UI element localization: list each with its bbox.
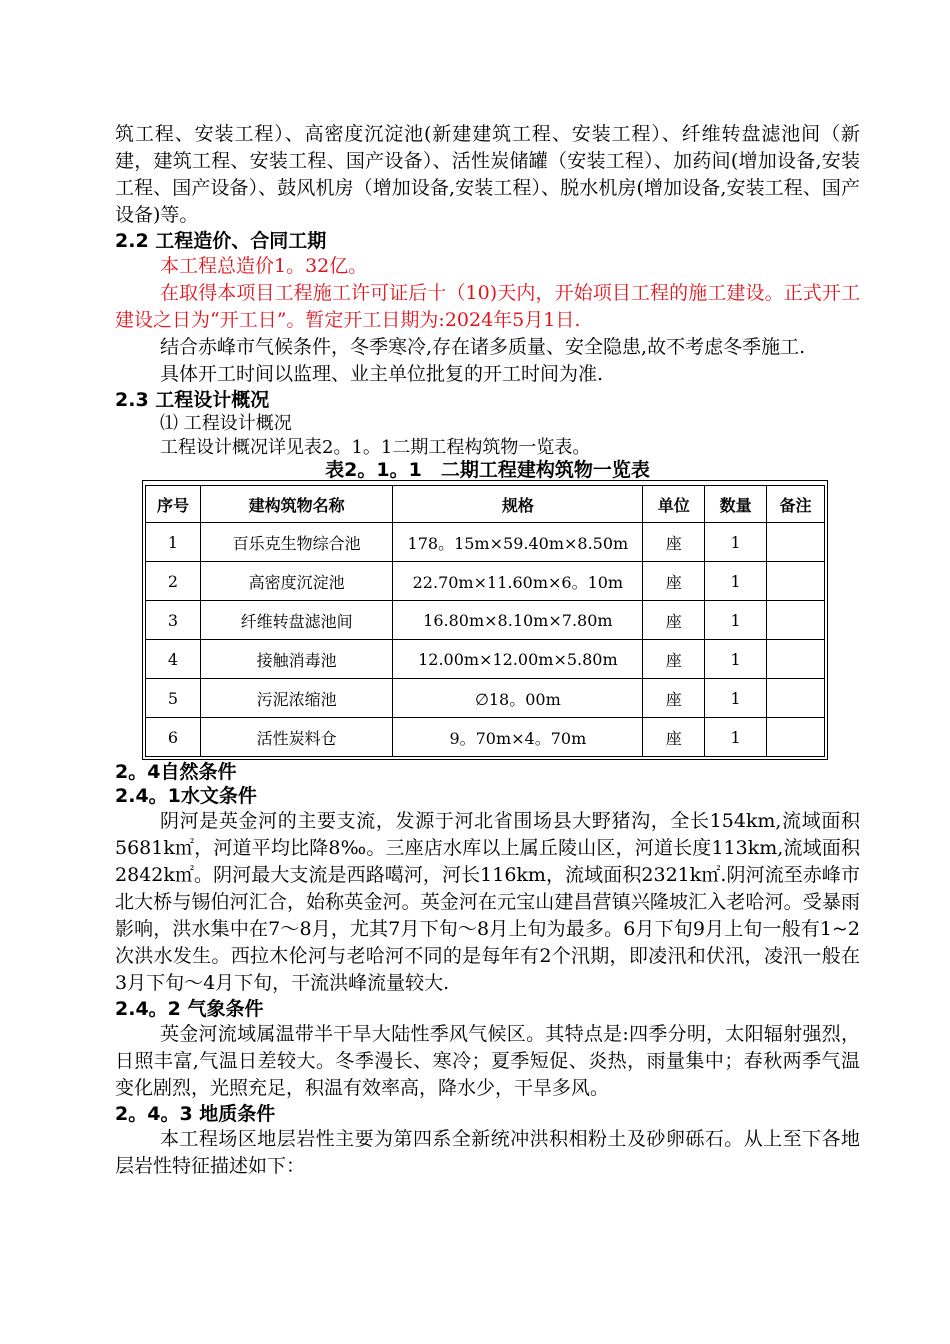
cell-qty: 1 <box>705 562 767 601</box>
table-caption: 表2。1。1 二期工程建构筑物一览表 <box>325 459 650 481</box>
cell-name: 百乐克生物综合池 <box>200 523 393 562</box>
table-row <box>146 679 825 718</box>
cell-no: 6 <box>146 718 201 757</box>
heading-2-4-2: 2.4。2 气象条件 <box>115 998 264 1020</box>
cell-qty: 1 <box>705 679 767 718</box>
total-cost: 本工程总造价1。32亿。 <box>160 255 368 277</box>
cell-no: 5 <box>146 679 201 718</box>
cell-unit: 座 <box>643 640 705 679</box>
cell-remark <box>767 679 825 718</box>
heading-2-4: 2。4自然条件 <box>115 761 237 783</box>
cell-qty: 1 <box>705 523 767 562</box>
table-row <box>146 523 825 562</box>
cell-spec: 9。70m×4。70m <box>393 718 643 757</box>
table-frame <box>142 480 828 760</box>
heading-2-3: 2.3 工程设计概况 <box>115 389 270 411</box>
cell-remark <box>767 523 825 562</box>
table-header-row <box>146 486 825 523</box>
cell-spec: ∅18。00m <box>393 679 643 718</box>
col-header-remark: 备注 <box>767 486 825 523</box>
winter-paragraph: 结合赤峰市气候条件，冬季寒冷,存在诸多质量、安全隐患,故不考虑冬季施工. <box>160 336 806 358</box>
col-header-qty: 数量 <box>705 486 767 523</box>
cell-spec: 16.80m×8.10m×7.80m <box>393 601 643 640</box>
table-row <box>146 718 825 757</box>
cell-name: 活性炭料仓 <box>200 718 393 757</box>
climate-paragraph: 英金河流域属温带半干旱大陆性季风气候区。其特点是:四季分明，太阳辐射强烈，日照丰富,气温日差较大。冬季漫长、寒冷；夏季短促、炎热，雨量集中；春秋两季气温变化剧烈，光照充足，积温有效率高，降水少，干旱多风。 <box>115 1023 860 1099</box>
actual-start-paragraph: 具体开工时间以监理、业主单位批复的开工时间为准. <box>160 363 604 385</box>
table-row <box>146 601 825 640</box>
cell-no: 2 <box>146 562 201 601</box>
cell-remark <box>767 718 825 757</box>
cell-no: 3 <box>146 601 201 640</box>
cell-unit: 座 <box>643 718 705 757</box>
geology-paragraph: 本工程场区地层岩性主要为第四系全新统冲洪积相粉土及砂卵砾石。从上至下各地层岩性特征描述如下： <box>115 1128 860 1177</box>
cell-name: 纤维转盘滤池间 <box>200 601 393 640</box>
col-header-no: 序号 <box>146 486 201 523</box>
cell-remark <box>767 562 825 601</box>
cell-name: 污泥浓缩池 <box>200 679 393 718</box>
cell-unit: 座 <box>643 601 705 640</box>
col-header-unit: 单位 <box>643 486 705 523</box>
cell-unit: 座 <box>643 523 705 562</box>
hydrology-paragraph: 阴河是英金河的主要支流，发源于河北省围场县大野猪沟，全长154km,流域面积5681k㎡，河道平均比降8‰。三座店水库以上属丘陵山区，河道长度113km,流域面积2842k㎡。阴河最大支流是西路噶河，河长116km，流域面积2321k㎡.阴河流至赤峰市北大桥与锡伯河汇合，始称英金河。英金河在元宝山建昌营镇兴隆坡汇入老哈河。受暴雨影响，洪水集中在7～8月，尤其7月下旬～8月上旬为最多。6月下旬9月上旬一般有1~2次洪水发生。西拉木伦河与老哈河不同的是每年有2个汛期，即凌汛和伏汛，凌汛一般在3月下旬～4月下旬，干流洪峰流量较大. <box>115 810 860 994</box>
col-header-name: 建构筑物名称 <box>200 486 393 523</box>
cell-remark <box>767 640 825 679</box>
cell-spec: 178。15m×59.40m×8.50m <box>393 523 643 562</box>
cell-no: 1 <box>146 523 201 562</box>
design-reference: 工程设计概况详见表2。1。1二期工程构筑物一览表。 <box>160 437 591 458</box>
cell-qty: 1 <box>705 718 767 757</box>
cell-remark <box>767 601 825 640</box>
subheading-design: ⑴ 工程设计概况 <box>160 413 292 434</box>
start-date-paragraph: 在取得本项目工程施工许可证后十（10)天内，开始项目工程的施工建设。正式开工建设之日为“开工日”。暂定开工日期为:2024年5月1日. <box>115 282 860 331</box>
table-row <box>146 562 825 601</box>
heading-2-4-1: 2.4。1水文条件 <box>115 785 257 807</box>
cell-unit: 座 <box>643 562 705 601</box>
heading-2-4-3: 2。4。3 地质条件 <box>115 1103 276 1125</box>
table-row <box>146 640 825 679</box>
cell-qty: 1 <box>705 601 767 640</box>
paragraph-scope: 筑工程、安装工程）、高密度沉淀池(新建建筑工程、安装工程）、纤维转盘滤池间（新建，建筑工程、安装工程、国产设备）、活性炭储罐（安装工程）、加药间(增加设备,安装工程、国产设备）、鼓风机房（增加设备,安装工程）、脱水机房(增加设备,安装工程、国产设备)等。 <box>115 123 860 226</box>
col-header-spec: 规格 <box>393 486 643 523</box>
cell-unit: 座 <box>643 679 705 718</box>
document-page <box>115 121 860 1180</box>
heading-2-2: 2.2 工程造价、合同工期 <box>115 230 327 252</box>
cell-spec: 22.70m×11.60m×6。10m <box>393 562 643 601</box>
cell-spec: 12.00m×12.00m×5.80m <box>393 640 643 679</box>
cell-name: 接触消毒池 <box>200 640 393 679</box>
structures-table <box>145 485 825 757</box>
cell-qty: 1 <box>705 640 767 679</box>
cell-no: 4 <box>146 640 201 679</box>
cell-name: 高密度沉淀池 <box>200 562 393 601</box>
